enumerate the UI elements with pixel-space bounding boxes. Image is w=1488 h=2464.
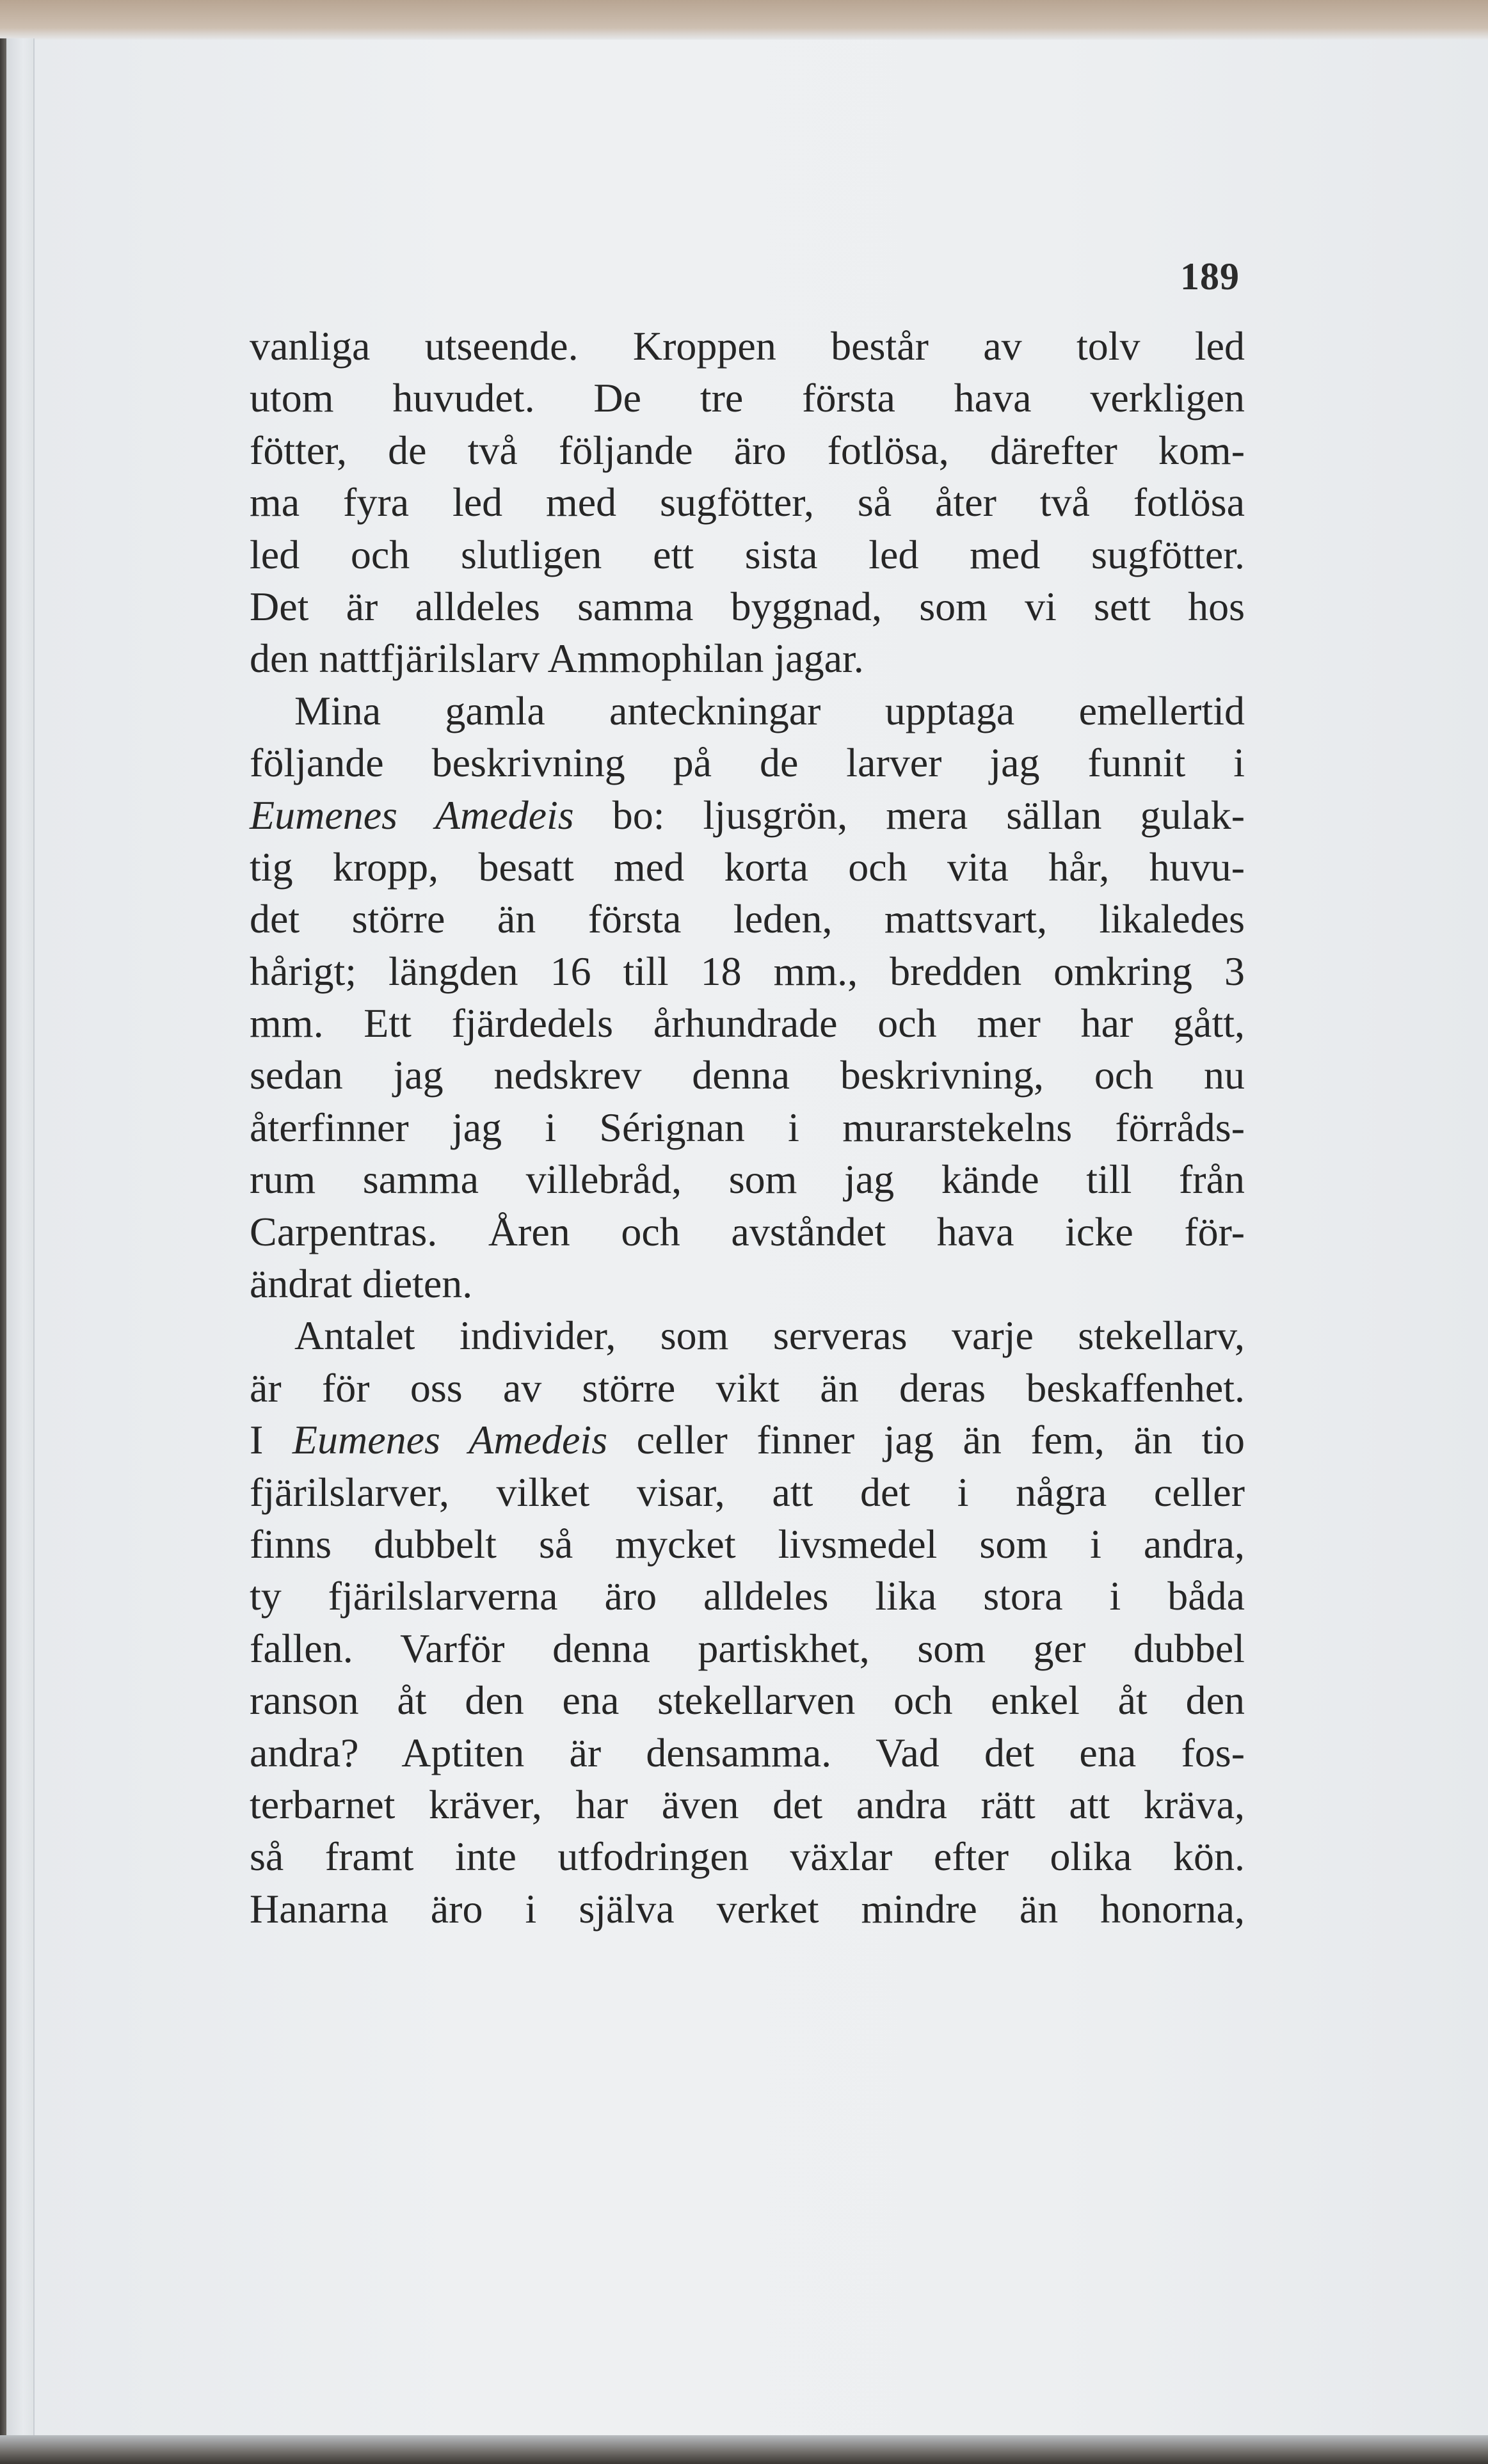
text-line: återfinner jag i Sérignan i murarstekelns förråds-	[250, 1104, 1245, 1150]
text-line: led och slutligen ett sista led med sugfötter.	[250, 531, 1245, 577]
text-line: så framt inte utfodringen växlar efter olika kön.	[250, 1834, 1245, 1880]
page-number: 189	[1180, 255, 1240, 298]
text-line: det större än första leden, mattsvart, likaledes	[250, 896, 1245, 942]
body-text	[250, 320, 1245, 1935]
text-line: fallen. Varför denna partiskhet, som ger dubbel	[250, 1625, 1245, 1671]
text-line: Mina gamla anteckningar upptaga emellertid	[294, 687, 1245, 733]
book-spine-shadow	[0, 38, 6, 2464]
text-line: andra? Aptiten är densamma. Vad det ena fos-	[250, 1729, 1245, 1775]
text-line: ma fyra led med sugfötter, så åter två fotlösa	[250, 479, 1245, 525]
text-line: terbarnet kräver, har även det andra rätt att kräva,	[250, 1781, 1245, 1827]
book-bottom-edge	[0, 2435, 1488, 2464]
text-line: mm. Ett fjärdedels århundrade och mer har gått,	[250, 1000, 1245, 1046]
text-line: rum samma villebråd, som jag kände till från	[250, 1156, 1245, 1203]
text-line: Eumenes Amedeis bo: ljusgrön, mera sällan gulak-	[250, 792, 1245, 838]
text-line: utom huvudet. De tre första hava verkligen	[250, 375, 1245, 421]
text-line: I Eumenes Amedeis celler finner jag än fem, än tio	[250, 1417, 1245, 1463]
text-line: ändrat dieten.	[250, 1261, 473, 1307]
text-line: fjärilslarver, vilket visar, att det i några celler	[250, 1469, 1245, 1515]
text-line: ranson åt den ena stekellarven och enkel åt den	[250, 1677, 1245, 1724]
text-line: den nattfjärilslarv Ammophilan jagar.	[250, 636, 864, 682]
text-line: är för oss av större vikt än deras beskaffenhet.	[250, 1364, 1245, 1411]
text-line: Hanarna äro i själva verket mindre än honorna,	[250, 1885, 1245, 1932]
text-line: Det är alldeles samma byggnad, som vi sett hos	[250, 583, 1245, 629]
text-line: Antalet individer, som serveras varje stekellarv,	[294, 1313, 1245, 1359]
text-line: tig kropp, besatt med korta och vita hår, huvu-	[250, 844, 1245, 890]
italic-name: Eumenes Amedeis	[292, 1417, 608, 1463]
text-line: Carpentras. Åren och avståndet hava icke för-	[250, 1208, 1245, 1254]
text-line: finns dubbelt så mycket livsmedel som i andra,	[250, 1521, 1245, 1567]
text-line: ty fjärilslarverna äro alldeles lika stora i båda	[250, 1573, 1245, 1619]
text-line: följande beskrivning på de larver jag funnit i	[250, 740, 1245, 786]
text-line: sedan jag nedskrev denna beskrivning, och nu	[250, 1052, 1245, 1098]
text-line: vanliga utseende. Kroppen består av tolv led	[250, 323, 1245, 369]
book-top-edge	[0, 0, 1488, 40]
text-line: fötter, de två följande äro fotlösa, därefter kom-	[250, 427, 1245, 473]
text-line: hårigt; längden 16 till 18 mm., bredden omkring 3	[250, 948, 1245, 994]
italic-name: Eumenes Amedeis	[250, 792, 574, 838]
